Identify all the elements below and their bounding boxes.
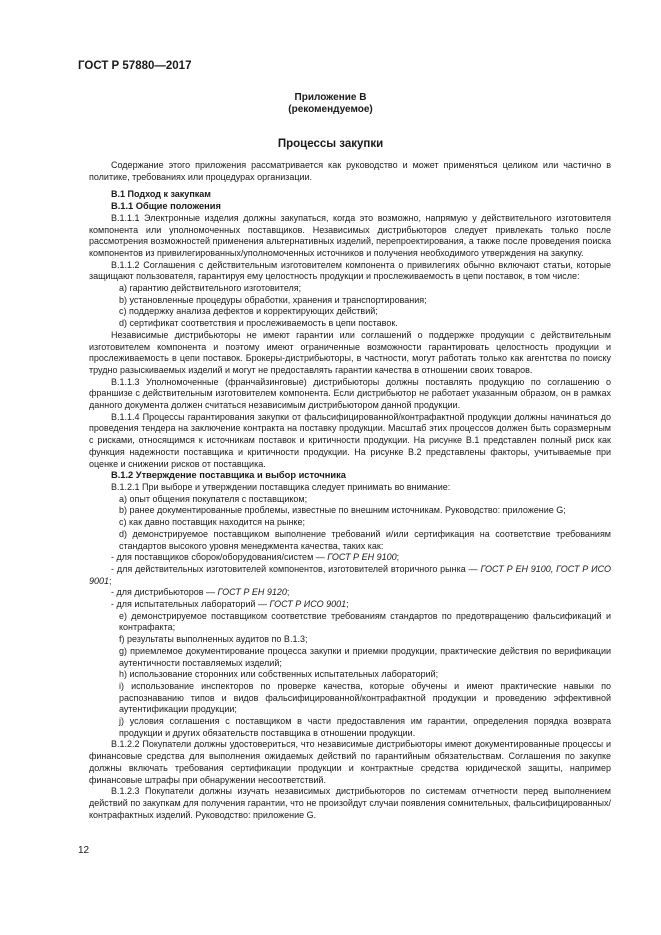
list-item: b) установленные процедуры обработки, хранения и транспортирования;: [119, 294, 427, 305]
list-item: f) результаты выполненных аудитов по В.1.3;: [119, 634, 308, 645]
paragraph-b121: В.1.2.1 При выборе и утверждении поставщика следует принимать во внимание:: [111, 481, 451, 492]
paragraph-b123: В.1.2.3 Покупатели должны изучать независимых дистрибьюторов по системам отчетности перед выполнением действий по закупкам для получения гарантии, что не произойдут случаи появления сомнительных, фальсифицированных/контрафактных изделий. Руководство: приложение G.: [89, 786, 611, 820]
list-item-d: d) демонстрируемое поставщиком выполнение требований и/или сертификация на соответствие требованиям стандартов высокого уровня менеджмента качества, таких как:: [119, 528, 611, 551]
punct: ;: [109, 575, 112, 586]
list-item: h) использование сторонних или собственных испытательных лабораторий;: [119, 669, 439, 680]
list-item: j) условия соглашения с поставщиком в части предоставления им гарантии, определения порядка возврата продукции и других обязательств поставщика в отношении продукции.: [119, 716, 611, 738]
paragraph-independent: Независимые дистрибьюторы не имеют гарантии или соглашений о поддержке продукции с действительным изготовителем компонента и поэтому имеют ограниченные возможности гарантировать целостность продукции и прослеживаемость в цепи поставок. Брокеры-дистрибьюторы, в частности, могут работать только как агентства по поиску трудно разыскиваемых изделий и могут не предоставлять гарантии качества в отношении своих товаров.: [89, 329, 611, 375]
list-item: i) использование инспекторов по проверке качества, которые обучены и имеют практические навыки по распознаванию типов и видов фальсифицированной/контрафактной продукции и проведению эффективной аутентификации продукции;: [119, 680, 611, 715]
dash-text: - для поставщиков сборок/оборудования/систем —: [111, 552, 328, 563]
punct: ;: [396, 552, 400, 563]
dash-item: [89, 599, 611, 611]
paragraph-b114: В.1.1.4 Процессы гарантирования закупки от фальсифицированной/контрафактной продукции должны начинаться до проведения тендера на заключение контракта на поставку продукции. Масштаб этих процессов должен быть соразмерным с рисками, относящимся к источникам поставок и критичности продукции. На рисунке В.1 представлен полный риск как функция надежности поставщика и критичности продукции. На рисунке В.2 представлены факторы, учитываемые при оценке и снижении рисков от поставщика.: [89, 411, 611, 469]
dash-item: [89, 552, 611, 564]
list-item: а) опыт общения покупателя с поставщиком;: [119, 493, 308, 504]
list-item: е) демонстрируемое поставщиком соответствие требованиям стандартов по предотвращению фальсификаций и контрафакта;: [119, 610, 611, 633]
heading-b12: В.1.2 Утверждение поставщика и выбор источника: [111, 470, 346, 481]
paragraph-b112: В.1.1.2 Соглашения с действительным изготовителем компонента о привилегиях обычно включают статьи, которые защищают пользователя, гарантируя ему целостность продукции и прослеживаемость в цепи поставок, в том числе:: [89, 259, 611, 282]
paragraph-b111: В.1.1.1 Электронные изделия должны закупаться, когда это возможно, напрямую у действительного изготовителя компонента или уполномоченных поставщиков. Независимых дистрибьюторов следует привлекать только после рассмотрения возможностей применения альтернативных изделий, перепроектирования, а также после проведения поиска компонентов из привилегированных/уполномоченных источников и получения необходимого утверждения на закупку.: [89, 212, 611, 258]
page-number: 12: [78, 845, 90, 856]
intro-paragraph: Содержание этого приложения рассматривается как руководство и может применяться целиком или частично в политике, требованиях или процедурах организации.: [89, 160, 611, 182]
dash-item: [89, 587, 611, 599]
list-item: d) сертификат соответствия и прослеживаемость в цепи поставок.: [119, 318, 398, 329]
dash-text: - для действительных изготовителей компонентов, изготовителей вторичного рынка —: [111, 563, 481, 574]
list-item: с) поддержку анализа дефектов и корректирующих действий;: [119, 306, 378, 317]
dash-text: - для испытательных лабораторий —: [111, 599, 270, 610]
list-item: с) как давно поставщик находится на рынке;: [119, 517, 305, 528]
paragraph-b122: В.1.2.2 Покупатели должны удостовериться, что независимые дистрибьюторы имеют документированные процессы и финансовые средства для выполнения ожидаемых действий по гарантийным обязательствам. Соглашения по закупке должны включать требования сертификации продукции и контрактные средства юридической защиты, например финансовые штрафы при обнаружении несоответствий.: [89, 739, 611, 785]
heading-b11: В.1.1 Общие положения: [111, 201, 221, 212]
standard-ref: ГОСТ Р ИСО 9001: [269, 599, 347, 610]
punct: ;: [286, 587, 290, 598]
dash-text: - для дистрибьюторов —: [111, 587, 218, 598]
heading-b1: В.1 Подход к закупкам: [111, 189, 211, 200]
list-item: b) ранее документированные проблемы, известные по внешним источникам. Руководство: приложение G;: [119, 505, 566, 516]
appendix-subtitle: (рекомендуемое): [288, 104, 373, 115]
punct: ;: [346, 599, 349, 610]
appendix-title: Приложение В: [294, 92, 367, 103]
standard-ref: ГОСТ Р ЕН 9120: [217, 587, 287, 598]
paragraph-b113: В.1.1.3 Уполномоченные (франчайзинговые) дистрибьюторы должны поставлять продукцию по соглашению о франшизе с действительным изготовителем компонента. Если дистрибьютор не работает указанным образом, он в рамках данного документа должен считаться независимым дистрибьютором данной продукции.: [89, 376, 611, 411]
list-item: а) гарантию действительного изготовителя;: [119, 283, 302, 294]
document-header: ГОСТ Р 57880—2017: [78, 60, 192, 72]
list-item: g) приемлемое документирование процесса закупки и приемки продукции, практические действия по верификации аутентичности поставляемых изделий;: [119, 645, 611, 668]
dash-item: [89, 564, 611, 587]
section-title: Процессы закупки: [277, 138, 384, 150]
standard-ref: ГОСТ Р ЕН 9100, ГОСТ Р ИСО 9001: [89, 563, 611, 586]
standard-ref: ГОСТ Р ЕН 9100: [327, 552, 397, 563]
document-body: [89, 160, 611, 821]
